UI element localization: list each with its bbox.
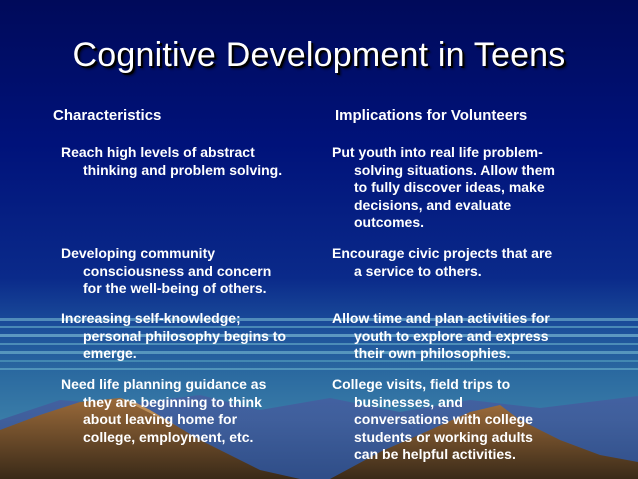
characteristic-cell xyxy=(61,376,266,446)
text-line: to fully discover ideas, make xyxy=(354,179,545,195)
text-line: decisions, and evaluate xyxy=(354,196,512,213)
characteristic-cell xyxy=(61,310,286,363)
text-line: Need life planning guidance as xyxy=(61,376,267,392)
text-line: emerge. xyxy=(83,345,137,361)
slide-title: Cognitive Development in Teens xyxy=(72,36,566,74)
characteristic-cell xyxy=(61,144,282,179)
text-line: Developing community xyxy=(61,245,216,261)
text-line: College visits, field trips to xyxy=(332,376,511,392)
text-line: outcomes. xyxy=(354,214,425,230)
implication-cell xyxy=(332,376,533,464)
text-line: Put youth into real life problem- xyxy=(332,144,543,160)
text-line: can be helpful activities. xyxy=(354,446,516,462)
text-line: personal philosophy begins to xyxy=(83,327,287,344)
text-line: they are beginning to think xyxy=(83,393,262,410)
text-line: a service to others. xyxy=(354,262,482,279)
text-line: students or working adults xyxy=(354,428,533,445)
implication-cell xyxy=(332,245,552,280)
characteristic-cell xyxy=(61,245,271,298)
column-header-characteristics: Characteristics xyxy=(53,107,162,124)
text-line: Reach high levels of abstract xyxy=(61,144,255,160)
text-line: their own philosophies. xyxy=(354,345,511,361)
implication-cell xyxy=(332,310,550,363)
text-line: conversations with college xyxy=(354,411,533,427)
text-line: Encourage civic projects that are xyxy=(332,245,553,261)
implication-cell xyxy=(332,144,555,232)
text-line: businesses, and xyxy=(354,393,463,410)
text-line: thinking and problem solving. xyxy=(83,161,283,178)
text-line: consciousness and concern xyxy=(83,262,272,279)
text-line: about leaving home for xyxy=(83,411,238,427)
text-line: Increasing self-knowledge; xyxy=(61,310,241,326)
text-line: college, employment, etc. xyxy=(83,428,254,445)
text-line: for the well-being of others. xyxy=(83,280,267,296)
text-line: Allow time and plan activities for xyxy=(332,310,550,326)
column-header-implications: Implications for Volunteers xyxy=(335,107,528,124)
text-line: solving situations. Allow them xyxy=(354,161,555,178)
text-line: youth to explore and express xyxy=(354,327,549,344)
